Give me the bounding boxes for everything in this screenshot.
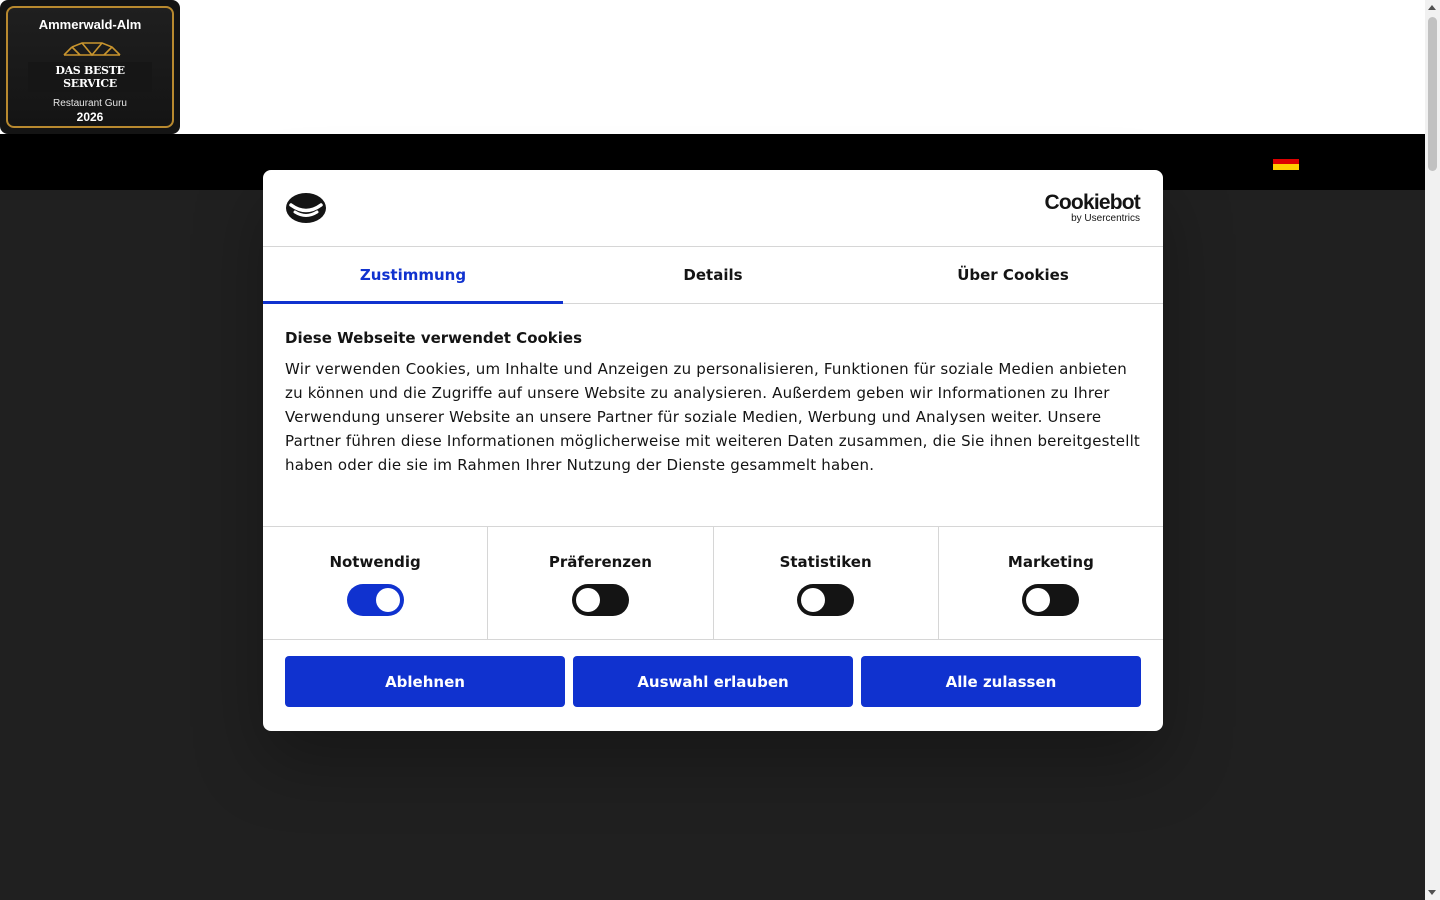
dialog-tabs — [263, 247, 1163, 304]
tab-details[interactable]: Details — [683, 266, 743, 284]
scroll-up-arrow-icon[interactable] — [1428, 5, 1436, 10]
cookiebot-logo[interactable] — [1036, 192, 1140, 224]
marketing-toggle[interactable] — [1022, 584, 1079, 616]
badge-year: 2026 — [76, 110, 104, 124]
dialog-description: Wir verwenden Cookies, um Inhalte und Anzeigen zu personalisieren, Funktionen für soziale Medien anbieten zu können und die Zugriffe auf unsere Website zu analysieren. Außerdem geben wir Informationen zu Ihrer Verwendung unserer Website an unsere Partner für soziale Medien, Werbung und Analysen weiter. Unsere Partner führen diese Informationen möglicherweise mit weiteren Daten zusammen, die Sie ihnen bereitgestellt haben oder die sie im Rahmen Ihrer Nutzung der Dienste gesammelt haben. — [285, 360, 1141, 474]
category-label: Notwendig — [329, 553, 421, 571]
category-statistics — [714, 527, 939, 639]
header-top-strip — [0, 0, 1425, 134]
toggle-knob — [801, 588, 825, 612]
toggle-knob — [376, 588, 400, 612]
tab-about-cookies[interactable]: Über Cookies — [957, 266, 1069, 284]
badge-award-title: DAS BESTE SERVICE — [28, 62, 152, 92]
cookie-category-toggles — [263, 526, 1163, 640]
restaurant-guru-badge[interactable] — [0, 0, 180, 134]
cookiebot-logo-subtext: by Usercentrics — [1071, 213, 1140, 224]
category-preferences — [488, 527, 713, 639]
dialog-body — [285, 329, 1141, 477]
scrollbar-thumb[interactable] — [1428, 17, 1437, 171]
category-marketing — [939, 527, 1163, 639]
scroll-down-arrow-icon[interactable] — [1428, 890, 1436, 895]
allow-selection-button[interactable]: Auswahl erlauben — [573, 656, 853, 707]
category-label: Präferenzen — [548, 553, 652, 571]
badge-restaurant-name: Ammerwald-Alm — [38, 17, 142, 32]
allow-all-button[interactable]: Alle zulassen — [861, 656, 1141, 707]
german-flag-icon[interactable] — [1273, 153, 1299, 170]
badge-source: Restaurant Guru — [53, 98, 127, 109]
dialog-title: Diese Webseite verwendet Cookies — [285, 329, 583, 347]
vertical-scrollbar[interactable] — [1425, 0, 1440, 900]
necessary-toggle[interactable] — [347, 584, 404, 616]
badge-frame — [6, 6, 174, 128]
cookie-consent-dialog — [263, 170, 1163, 731]
toggle-knob — [1026, 588, 1050, 612]
category-label: Marketing — [1007, 553, 1094, 571]
cookiebot-logo-text: Cookiebot — [1044, 191, 1140, 214]
category-necessary — [263, 527, 488, 639]
preferences-toggle[interactable] — [572, 584, 629, 616]
dialog-actions — [285, 656, 1141, 707]
deny-button[interactable]: Ablehnen — [285, 656, 565, 707]
statistics-toggle[interactable] — [797, 584, 854, 616]
dialog-header — [263, 170, 1163, 247]
category-label: Statistiken — [779, 553, 872, 571]
cookie-logo-icon — [285, 192, 327, 224]
toggle-knob — [576, 588, 600, 612]
tab-consent[interactable]: Zustimmung — [263, 247, 563, 303]
